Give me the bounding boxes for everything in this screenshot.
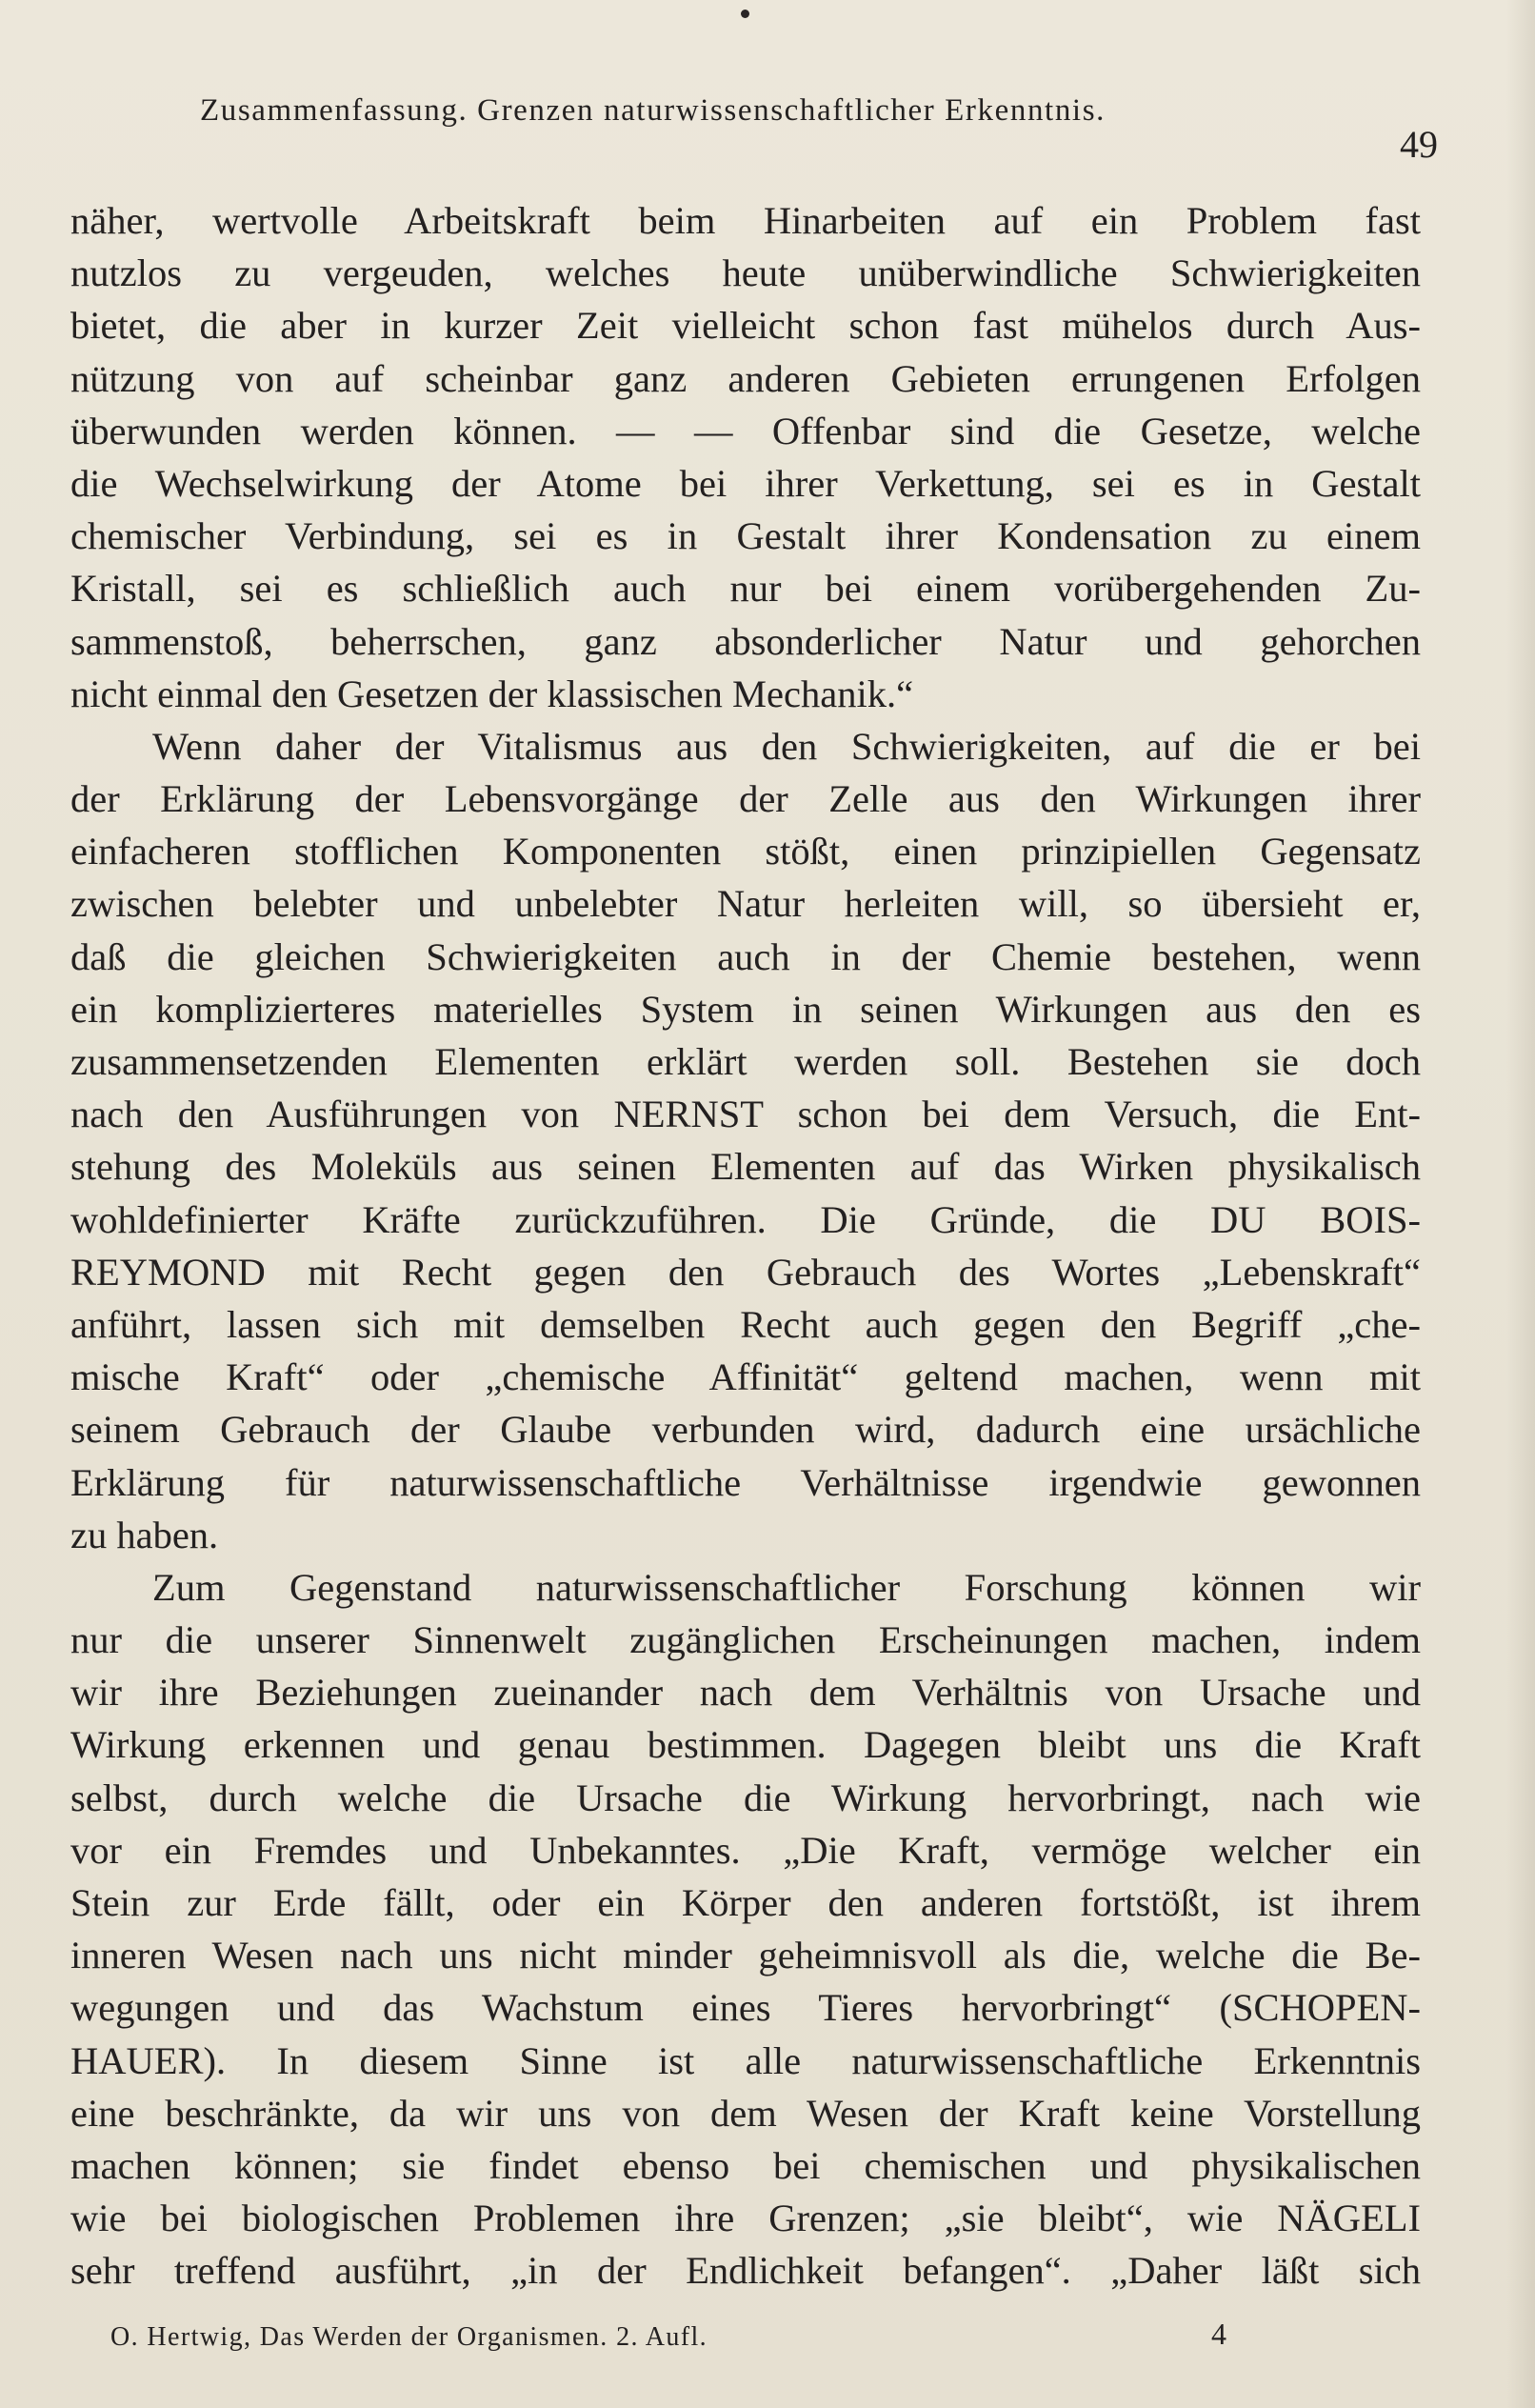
text-line: nach den Ausführungen von NERNST schon bei dem Versuch, die Ent- bbox=[70, 1093, 1421, 1136]
text-line: eine beschränkte, da wir uns von dem Wesen der Kraft keine Vorstellung bbox=[70, 2091, 1421, 2135]
text-line: inneren Wesen nach uns nicht minder geheimnisvoll als die, welche die Be- bbox=[70, 1934, 1421, 1977]
text-line: wegungen und das Wachstum eines Tieres hervorbringt“ (SCHOPEN- bbox=[70, 1986, 1421, 2030]
text-line: chemischer Verbindung, sei es in Gestalt ihrer Kondensation zu einem bbox=[70, 514, 1421, 558]
text-line: wohldefinierter Kräfte zurückzuführen. Die Gründe, die DU BOIS- bbox=[70, 1197, 1421, 1241]
text-line: Wirkung erkennen und genau bestimmen. Dagegen bleibt uns die Kraft bbox=[70, 1723, 1421, 1767]
text-line: nicht einmal den Gesetzen der klassischen Mechanik.“ bbox=[70, 672, 914, 715]
text-line: sammenstoß, beherrschen, ganz absonderlicher Natur und gehorchen bbox=[70, 619, 1421, 663]
text-line: wir ihre Beziehungen zueinander nach dem Verhältnis von Ursache und bbox=[70, 1671, 1421, 1715]
text-line: machen können; sie findet ebenso bei chemischen und physikalischen bbox=[70, 2143, 1421, 2187]
text-line: Stein zur Erde fällt, oder ein Körper den anderen fortstößt, ist ihrem bbox=[70, 1881, 1421, 1924]
text-line: wie bei biologischen Problemen ihre Grenzen; „sie bleibt“, wie NÄGELI bbox=[70, 2197, 1421, 2240]
text-line: überwunden werden können. — — Offenbar sind die Gesetze, welche bbox=[70, 409, 1421, 452]
page-number: 49 bbox=[1400, 123, 1438, 166]
text-line: der Erklärung der Lebensvorgänge der Zelle aus den Wirkungen ihrer bbox=[70, 777, 1421, 821]
running-title: Zusammenfassung. Grenzen naturwissenschaftlicher Erkenntnis. bbox=[200, 93, 1106, 128]
text-line: sehr treffend ausführt, „in der Endlichkeit befangen“. „Daher läßt sich bbox=[70, 2249, 1421, 2293]
paragraph-3 bbox=[70, 1561, 1421, 2298]
text-line: Wenn daher der Vitalismus aus den Schwierigkeiten, auf die er bei bbox=[152, 724, 1421, 768]
text-line: daß die gleichen Schwierigkeiten auch in der Chemie bestehen, wenn bbox=[70, 934, 1421, 978]
text-line: einfacheren stofflichen Komponenten stößt, einen prinzipiellen Gegensatz bbox=[70, 830, 1421, 873]
text-line: stehung des Moleküls aus seinen Elementen auf das Wirken physikalisch bbox=[70, 1145, 1421, 1189]
text-line: Erklärung für naturwissenschaftliche Verhältnisse irgendwie gewonnen bbox=[70, 1460, 1421, 1504]
page-footer bbox=[110, 2317, 1348, 2360]
text-line: anführt, lassen sich mit demselben Recht auch gegen den Begriff „che- bbox=[70, 1302, 1421, 1346]
text-line: vor ein Fremdes und Unbekanntes. „Die Kraft, vermöge welcher ein bbox=[70, 1828, 1421, 1872]
text-line: zusammensetzenden Elementen erklärt werden soll. Bestehen sie doch bbox=[70, 1040, 1421, 1083]
text-line: die Wechselwirkung der Atome bei ihrer Verkettung, sei es in Gestalt bbox=[70, 461, 1421, 505]
printer-signature: 4 bbox=[1211, 2317, 1226, 2351]
text-line: nur die unserer Sinnenwelt zugänglichen Erscheinungen machen, indem bbox=[70, 1618, 1421, 1662]
text-line: selbst, durch welche die Ursache die Wirkung hervorbringt, nach wie bbox=[70, 1776, 1421, 1819]
text-line: zwischen belebter und unbelebter Natur herleiten will, so übersieht er, bbox=[70, 882, 1421, 926]
text-line: bietet, die aber in kurzer Zeit vielleicht schon fast mühelos durch Aus- bbox=[70, 304, 1421, 348]
text-line: nützung von auf scheinbar ganz anderen Gebieten errungenen Erfolgen bbox=[70, 356, 1421, 400]
page-header bbox=[200, 93, 1457, 166]
text-line: HAUER). In diesem Sinne ist alle naturwissenschaftliche Erkenntnis bbox=[70, 2038, 1421, 2082]
page-edge-shadow bbox=[1506, 0, 1535, 2408]
text-line: ein komplizierteres materielles System in seinen Wirkungen aus den es bbox=[70, 987, 1421, 1031]
footer-citation: O. Hertwig, Das Werden der Organismen. 2. Aufl. bbox=[110, 2322, 708, 2352]
text-line: nutzlos zu vergeuden, welches heute unüberwindliche Schwierigkeiten bbox=[70, 251, 1421, 295]
paragraph-2 bbox=[70, 720, 1421, 1561]
paragraph-1 bbox=[70, 194, 1421, 720]
text-line: Zum Gegenstand naturwissenschaftlicher Forschung können wir bbox=[152, 1565, 1421, 1609]
text-line: Kristall, sei es schließlich auch nur bei einem vorübergehenden Zu- bbox=[70, 567, 1421, 611]
ink-dot bbox=[741, 10, 749, 18]
text-line: zu haben. bbox=[70, 1513, 219, 1556]
text-line: mische Kraft“ oder „chemische Affinität“ geltend machen, wenn mit bbox=[70, 1355, 1421, 1399]
text-line: seinem Gebrauch der Glaube verbunden wird, dadurch eine ursächliche bbox=[70, 1408, 1421, 1452]
text-line: näher, wertvolle Arbeitskraft beim Hinarbeiten auf ein Problem fast bbox=[70, 199, 1421, 242]
body-text bbox=[70, 194, 1421, 2298]
text-line: REYMOND mit Recht gegen den Gebrauch des Wortes „Lebenskraft“ bbox=[70, 1250, 1421, 1294]
